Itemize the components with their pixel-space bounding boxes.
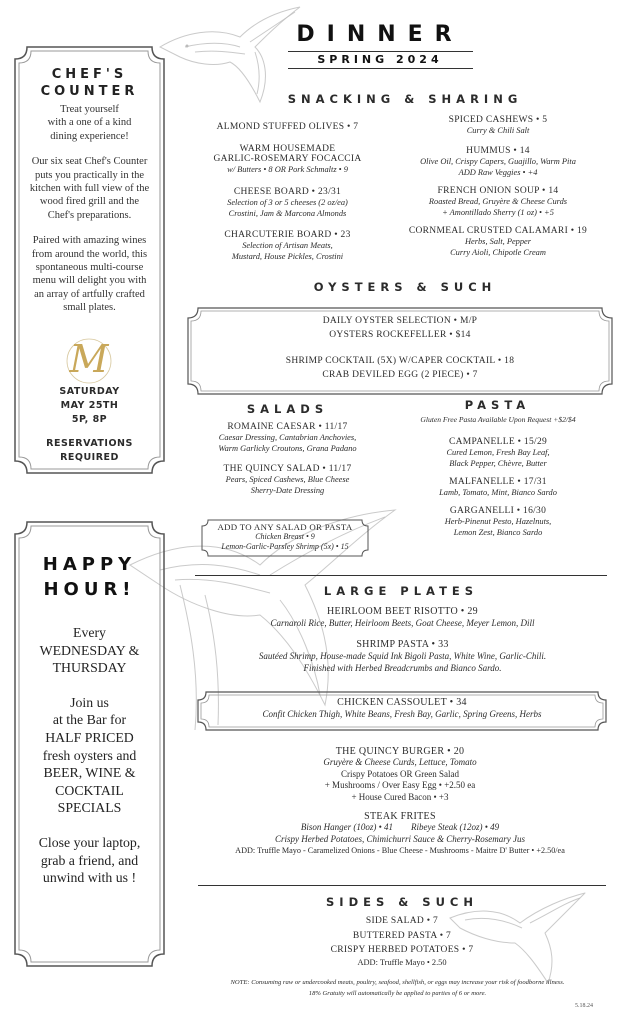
menu-item-desc: Roasted Bread, Gruyère & Cheese Curds: [428, 197, 568, 206]
chicken-cassoulet-box: [196, 697, 608, 720]
menu-item-desc: ADD Raw Veggies • +4: [458, 168, 538, 177]
happy-hour-panel: [13, 520, 166, 968]
menu-item-desc: Curry Aioli, Chipotle Cream: [450, 248, 546, 257]
happy-hour-title: HAPPY: [42, 554, 137, 575]
menu-item-desc: Warm Garlicky Croutons, Grana Padano: [218, 444, 357, 453]
description-line: kitchen with full view of the: [29, 183, 150, 195]
menu-item-title: CHEESE BOARD • 23/31: [233, 187, 342, 197]
menu-item-title: HEIRLOOM BEET RISOTTO • 29: [327, 606, 478, 617]
menu-item-title: ROMAINE CAESAR • 11/17: [227, 422, 348, 432]
foodborne-illness-note: NOTE: Consuming raw or undercooked meats, poultry, seafood, shellfish, or eggs may increase your risk of foodborne illness.: [230, 979, 565, 986]
snacking-left-column: [195, 122, 380, 262]
large-plates-items: [190, 606, 615, 674]
sides-items: [198, 914, 606, 968]
pasta-gluten-free-note: Gluten Free Pasta Available Upon Request +$2/$4: [420, 415, 576, 424]
menu-item-desc: Crostini, Jam & Marcona Almonds: [228, 209, 347, 218]
menu-item-desc: Caesar Dressing, Cantabrian Anchovies,: [218, 433, 357, 442]
menu-item-title: OYSTERS ROCKEFELLER • $14: [329, 330, 471, 340]
menu-item-desc: Curry & Chili Salt: [466, 126, 530, 135]
footer: [175, 978, 620, 1000]
menu-item-desc: Olive Oil, Crispy Capers, Guajillo, Warm Pita: [420, 157, 576, 166]
salads-heading: SALADS: [246, 402, 329, 416]
menu-item-title: WARM HOUSEMADE: [239, 144, 336, 154]
menu-item-desc: Herbs, Salt, Pepper: [464, 237, 532, 246]
wine-line: an array of artfully crafted: [34, 288, 145, 300]
add-to-salad-line: Lemon-Garlic-Parsley Shrimp (5x) • 15: [221, 542, 349, 551]
menu-item-desc: Cured Lemon, Fresh Bay Leaf,: [446, 448, 550, 457]
menu-item-desc: Black Pepper, Chèvre, Butter: [449, 459, 547, 468]
menu-item-title: SIDE SALAD • 7: [365, 916, 439, 926]
menu-item-desc: Mustard, House Pickles, Crostini: [231, 252, 344, 261]
pasta-column: [392, 414, 604, 538]
menu-item-desc: Gruyère & Cheese Curds, Lettuce, Tomato: [323, 757, 477, 767]
hh-line: Join us: [70, 694, 109, 710]
menu-date: 5.18.24: [575, 1003, 593, 1009]
snacking-heading: SNACKING & SHARING: [287, 92, 523, 106]
oysters-heading: OYSTERS & SUCH: [313, 280, 497, 294]
menu-item-title: GARGANELLI • 16/30: [449, 506, 547, 516]
wine-line: Paired with amazing wines: [32, 235, 147, 247]
intro-line: with a one of a kind: [47, 117, 132, 129]
wine-line: from around the world, this: [31, 248, 148, 260]
menu-item-title: ALMOND STUFFED OLIVES • 7: [216, 122, 359, 132]
hh-line: COCKTAIL: [55, 782, 124, 798]
menu-item-title: MALFANELLE • 17/31: [449, 477, 547, 487]
sides-heading: SIDES & SUCH: [326, 895, 478, 909]
menu-item-desc: Crispy Potatoes OR Green Salad: [341, 768, 459, 779]
hh-line: THURSDAY: [52, 660, 127, 676]
monogram-logo: [63, 335, 115, 387]
add-to-salad-title: ADD TO ANY SALAD OR PASTA: [217, 522, 353, 532]
menu-item-title: STEAK FRITES: [364, 811, 436, 822]
menu-item-desc: Confit Chicken Thigh, White Beans, Fresh Bay, Garlic, Spring Greens, Herbs: [262, 709, 542, 719]
large-plates-rule: [195, 575, 607, 576]
happy-hour-title-2: HOUR!: [43, 579, 136, 600]
chefs-counter-panel: [13, 45, 166, 475]
date-line: 5P, 8P: [71, 414, 108, 425]
menu-item-desc: Pears, Spiced Cashews, Blue Cheese: [225, 475, 350, 484]
hh-line: at the Bar for: [52, 712, 127, 728]
header-rule-bottom: [288, 68, 473, 69]
menu-title: DINNER: [296, 22, 464, 47]
reservations-line: RESERVATIONS: [46, 438, 133, 449]
menu-item-desc: Finished with Herbed Breadcrumbs and Bianco Sardo.: [303, 663, 502, 673]
menu-item-title: SHRIMP COCKTAIL (5X) W/CAPER COCKTAIL • 18: [285, 356, 515, 366]
description-line: wood fired grill and the: [39, 196, 140, 208]
reservations-line: REQUIRED: [60, 452, 119, 463]
salads-column: [195, 422, 380, 496]
large-plates-heading: LARGE PLATES: [323, 584, 479, 598]
menu-item-desc: ADD: Truffle Mayo - Caramelized Onions - Blue Cheese - Mushrooms - Maitre D' Butter • +2.50/ea: [235, 846, 565, 855]
chefs-counter-intro: [17, 103, 162, 315]
description-line: puts you practically in the: [34, 169, 145, 181]
hh-line: fresh oysters and: [42, 747, 137, 763]
hh-line: HALF PRICED: [45, 729, 134, 745]
menu-item-desc: + Amontillado Sherry (1 oz) • +5: [442, 208, 554, 217]
menu-item-desc: + Mushrooms / Over Easy Egg • +2.50 ea: [324, 780, 476, 790]
date-line: SATURDAY: [59, 386, 120, 397]
menu-item-title: SHRIMP PASTA • 33: [356, 639, 449, 650]
wine-line: spontaneous multi-course: [35, 262, 144, 274]
hh-line: grab a friend, and: [40, 852, 139, 868]
menu-season: SPRING 2024: [317, 53, 443, 66]
menu-item-desc: Carnaroli Rice, Butter, Heirloom Beets, Goat Cheese, Meyer Lemon, Dill: [270, 618, 535, 628]
menu-item-title: SPICED CASHEWS • 5: [448, 115, 548, 125]
menu-item-title: FRENCH ONION SOUP • 14: [437, 186, 559, 196]
menu-item-title: CRISPY HERBED POTATOES • 7: [330, 945, 474, 955]
menu-item-desc: Sautéed Shrimp, House-made Squid Ink Bigoli Pasta, White Wine, Garlic-Chili.: [258, 651, 547, 661]
menu-item-desc: ADD: Truffle Mayo • 2.50: [357, 958, 447, 967]
description-line: Our six seat Chef's Counter: [31, 156, 148, 168]
hh-line: BEER, WINE &: [43, 765, 136, 781]
monogram-letter: M: [69, 337, 109, 381]
hh-line: unwind with us !: [42, 870, 137, 886]
intro-line: dining experience!: [50, 130, 129, 142]
intro-line: Treat yourself: [60, 104, 119, 115]
snacking-right-column: [392, 115, 604, 258]
menu-item-desc: w/ Butters • 8 OR Pork Schmaltz • 9: [227, 165, 348, 174]
add-to-salad-box: [200, 522, 370, 552]
add-to-salad-line: Chicken Breast • 9: [255, 532, 315, 541]
menu-item-desc: Herb-Pinenut Pesto, Hazelnuts,: [444, 517, 552, 526]
gratuity-note: 18% Gratuity will automatically be applied to parties of 6 or more.: [308, 990, 487, 997]
chefs-counter-title-2: COUNTER: [40, 84, 139, 99]
reservations-required: [13, 437, 166, 465]
menu-header: [270, 22, 490, 69]
menu-item-title: CORNMEAL CRUSTED CALAMARI • 19: [408, 226, 588, 236]
date-line: MAY 25TH: [60, 400, 119, 411]
burger-and-frites: [180, 746, 620, 857]
menu-item-title: DAILY OYSTER SELECTION • M/P: [322, 316, 478, 326]
chefs-counter-date: [13, 385, 166, 427]
hh-line: Close your laptop,: [38, 834, 141, 850]
wine-line: small plates.: [63, 302, 116, 314]
sides-rule: [198, 885, 606, 886]
pasta-heading: PASTA: [464, 398, 531, 412]
menu-item-title: CRAB DEVILED EGG (2 PIECE) • 7: [322, 370, 478, 380]
menu-item-desc: Selection of Artisan Meats,: [242, 241, 333, 250]
menu-item-desc: Lamb, Tomato, Mint, Bianco Sardo: [439, 488, 557, 497]
menu-item-title: CAMPANELLE • 15/29: [448, 437, 548, 447]
hh-line: SPECIALS: [57, 800, 122, 816]
chefs-counter-title: CHEF'S: [51, 67, 128, 82]
hh-line: Every: [73, 625, 106, 640]
menu-item-title: BUTTERED PASTA • 7: [352, 931, 452, 941]
menu-item-title: THE QUINCY SALAD • 11/17: [223, 464, 352, 474]
menu-item-desc: Lemon Zest, Bianco Sardo: [453, 528, 543, 537]
hh-line: WEDNESDAY &: [39, 642, 140, 658]
menu-item-desc: + House Cured Bacon • +3: [351, 791, 449, 802]
wine-line: menu will delight you with: [32, 275, 147, 287]
menu-item-desc: Bison Hanger (10oz) • 41 Ribeye Steak (12oz) • 49: [300, 822, 500, 832]
menu-item-title: CHARCUTERIE BOARD • 23: [224, 230, 351, 240]
menu-item-title: CHICKEN CASSOULET • 34: [337, 697, 467, 708]
menu-item-title: THE QUINCY BURGER • 20: [335, 746, 465, 757]
description-line: Chef's preparations.: [47, 209, 132, 221]
happy-hour-details: [17, 624, 162, 887]
menu-item-desc: Sherry-Date Dressing: [250, 486, 325, 495]
menu-item-title: GARLIC-ROSEMARY FOCACCIA: [213, 154, 362, 164]
menu-item-desc: Selection of 3 or 5 cheeses (2 oz/ea): [227, 198, 348, 207]
oysters-items: [186, 314, 614, 382]
menu-item-title: HUMMUS • 14: [466, 146, 530, 156]
menu-item-desc: Crispy Herbed Potatoes, Chimichurri Sauce & Cherry-Rosemary Jus: [275, 833, 525, 844]
